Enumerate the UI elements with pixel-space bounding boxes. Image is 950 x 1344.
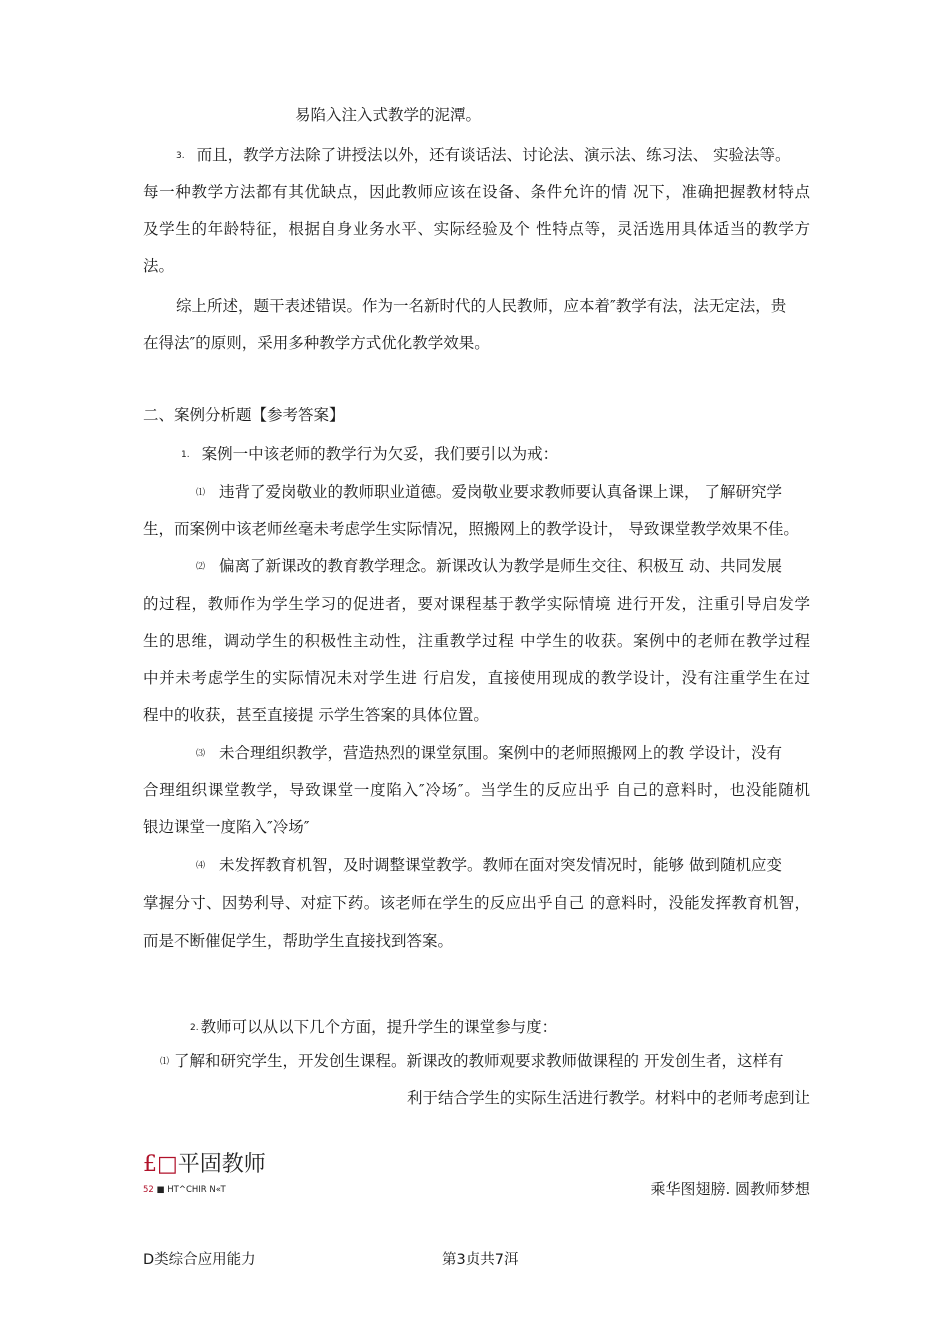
logo-code: 52 xyxy=(143,1185,154,1195)
list-number: 2. xyxy=(190,1023,199,1033)
text-line: 利于结合学生的实际生活进行教学。材料中的老师考虑到让 xyxy=(406,1089,810,1107)
text-line: 每一种教学方法都有其优缺点，因此教师应该在设备、条件允许的情 况下，准确把握教材特点 xyxy=(143,183,810,201)
list-number: ⑵ xyxy=(196,562,206,572)
publisher-logo xyxy=(143,1151,266,1179)
text-line: ⑵ 偏离了新课改的教育教学理念。新课改认为教学是师生交往、积极互 动、共同发展 xyxy=(196,557,782,575)
text-line: 2. 教师可以从以下几个方面，提升学生的课堂参与度： xyxy=(190,1018,558,1036)
section-heading: 二、案例分析题【参考答案】 xyxy=(143,406,345,424)
text-line: 3. 而且，教学方法除了讲授法以外，还有谈话法、讨论法、演示法、练习法、 实验法等。 xyxy=(176,146,791,164)
text-line: 1. 案例一中该老师的教学行为欠妥，我们要引以为戒： xyxy=(181,445,559,463)
list-number: ⑴ xyxy=(196,488,206,498)
text-line: 易陷入注入式教学的泥潭。 xyxy=(295,106,482,124)
text-line: 的过程，教师作为学生学习的促进者，要对课程基于教学实际情境 进行开发，注重引导启发学 xyxy=(143,595,810,613)
logo-subtitle: 52 ■ HT^CHIR N«T xyxy=(143,1185,226,1195)
logo-mark: £□ xyxy=(143,1152,178,1177)
text-line: 程中的收获，甚至直接提 示学生答案的具体位置。 xyxy=(143,706,489,724)
text-line: 银边课堂一度陷入″冷场″ xyxy=(143,818,310,836)
text-line: 生，而案例中该老师丝毫未考虑学生实际情况，照搬网上的教学设计， 导致课堂教学效果不佳。 xyxy=(143,520,799,538)
slogan: 乘华图翅膀. 圆教师梦想 xyxy=(650,1180,810,1198)
logo-text: 平固教师 xyxy=(177,1152,266,1177)
text-line: 而是不断催促学生，帮助学生直接找到答案。 xyxy=(143,932,454,950)
list-number: ⑴ xyxy=(160,1057,170,1067)
text-line: 及学生的年龄特征，根据自身业务水平、实际经验及个 性特点等，灵活选用具体适当的教学方 xyxy=(143,220,810,238)
list-number: ⑷ xyxy=(196,861,206,871)
text-line: 合理组织课堂教学，导致课堂一度陷入″冷场″。当学生的反应出乎 自己的意料时，也没能随机 xyxy=(143,781,810,799)
text-line: ⑶ 未合理组织教学，营造热烈的课堂氛围。案例中的老师照搬网上的教 学设计，没有 xyxy=(196,744,782,762)
text-line: ⑷ 未发挥教育机智，及时调整课堂教学。教师在面对突发情况时，能够 做到随机应变 xyxy=(196,856,782,874)
text-line: 掌握分寸、因势利导、对症下药。该老师在学生的反应出乎自己 的意料时，没能发挥教育机智， xyxy=(143,894,810,912)
text-line: 中并未考虑学生的实际情况未对学生进 行启发，直接使用现成的教学设计，没有注重学生在过 xyxy=(143,669,810,687)
text-line: ⑴ 了解和研究学生，开发创生课程。新课改的教师观要求教师做课程的 开发创生者，这样有 xyxy=(160,1052,784,1070)
text-line: 在得法″的原则，采用多种教学方式优化教学效果。 xyxy=(143,334,490,352)
text-line: 法。 xyxy=(143,257,175,275)
list-number: 1. xyxy=(181,450,190,460)
page-number: 第3贞共7洱 xyxy=(442,1252,519,1268)
footer-subject: D类综合应用能力 xyxy=(143,1252,256,1268)
list-number: ⑶ xyxy=(196,749,206,759)
text-line: 综上所述，题干表述错误。作为一名新时代的人民教师，应本着″教学有法，法无定法，贵 xyxy=(176,297,787,315)
list-number: 3. xyxy=(176,151,185,161)
text-line: ⑴ 违背了爱岗敬业的教师职业道德。爱岗敬业要求教师要认真备课上课， 了解研究学 xyxy=(196,483,782,501)
text-line: 生的思维，调动学生的积极性主动性，注重教学过程 中学生的收获。案例中的老师在教学过程 xyxy=(143,632,810,650)
